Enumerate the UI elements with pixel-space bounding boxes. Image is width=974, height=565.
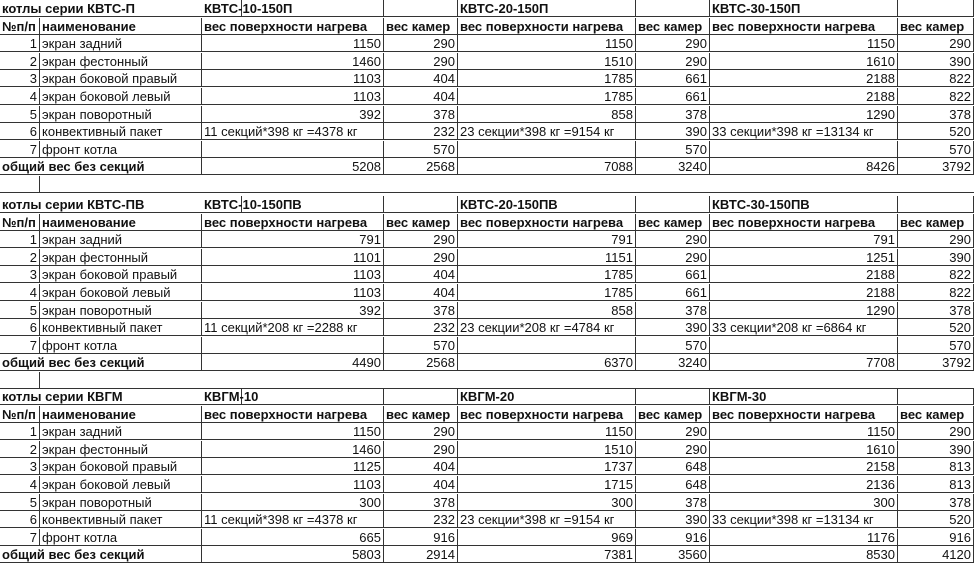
component-name[interactable]: фронт котла <box>40 529 202 546</box>
chamber-weight-cell[interactable]: 390 <box>636 319 710 336</box>
model-name[interactable]: КВТС-30-150П <box>710 0 898 17</box>
chamber-weight-cell[interactable]: 290 <box>384 53 458 70</box>
row-number[interactable]: 3 <box>0 266 40 283</box>
model-name[interactable]: КВГМ-20 <box>458 388 636 405</box>
surface-weight-cell[interactable]: 392 <box>202 302 384 319</box>
component-name[interactable]: экран боковой левый <box>40 284 202 301</box>
surface-weight-cell[interactable]: 969 <box>458 529 636 546</box>
chamber-weight-cell[interactable]: 404 <box>384 476 458 493</box>
total-label[interactable]: общий вес без секций <box>0 546 202 563</box>
row-number[interactable]: 6 <box>0 511 40 528</box>
surface-weight-cell[interactable]: 2188 <box>710 70 898 87</box>
surface-weight-cell[interactable]: 1610 <box>710 53 898 70</box>
surface-weight-cell[interactable]: 300 <box>710 494 898 511</box>
total-surface-weight[interactable]: 5803 <box>202 546 384 563</box>
total-chamber-weight[interactable]: 4120 <box>898 546 974 563</box>
empty-cell[interactable] <box>384 0 458 17</box>
surface-weight-cell[interactable]: 1510 <box>458 53 636 70</box>
component-name[interactable]: экран задний <box>40 231 202 248</box>
model-name[interactable]: КВТС-20-150П <box>458 0 636 17</box>
surface-weight-cell[interactable]: 1103 <box>202 476 384 493</box>
model-name[interactable]: КВТС-20-150ПВ <box>458 196 636 213</box>
chamber-weight-cell[interactable]: 290 <box>384 231 458 248</box>
chamber-weight-cell[interactable]: 570 <box>898 337 974 354</box>
num-header[interactable]: №п/п <box>0 406 40 423</box>
chamber-weight-cell[interactable]: 570 <box>636 141 710 158</box>
empty-cell[interactable] <box>636 196 710 213</box>
chamber-weight-cell[interactable]: 648 <box>636 476 710 493</box>
name-header[interactable]: наименование <box>40 214 202 231</box>
chamber-weight-header[interactable]: вес камер <box>384 406 458 423</box>
chamber-weight-cell[interactable]: 390 <box>898 249 974 266</box>
num-header[interactable]: №п/п <box>0 214 40 231</box>
empty-cell[interactable] <box>898 196 974 213</box>
name-header[interactable]: наименование <box>40 406 202 423</box>
chamber-weight-header[interactable]: вес камер <box>898 406 974 423</box>
empty-cell[interactable] <box>40 176 974 193</box>
chamber-weight-cell[interactable]: 570 <box>384 337 458 354</box>
surface-weight-cell[interactable]: 1151 <box>458 249 636 266</box>
chamber-weight-cell[interactable]: 916 <box>636 529 710 546</box>
chamber-weight-cell[interactable]: 813 <box>898 476 974 493</box>
component-name[interactable]: экран фестонный <box>40 249 202 266</box>
chamber-weight-cell[interactable]: 232 <box>384 511 458 528</box>
component-name[interactable]: экран задний <box>40 423 202 440</box>
chamber-weight-cell[interactable]: 378 <box>636 494 710 511</box>
chamber-weight-cell[interactable]: 378 <box>636 106 710 123</box>
surface-weight-header[interactable]: вес поверхности нагрева <box>202 18 384 35</box>
surface-weight-cell[interactable]: 33 секции*398 кг =13134 кг <box>710 511 898 528</box>
row-number[interactable]: 6 <box>0 319 40 336</box>
chamber-weight-cell[interactable]: 404 <box>384 458 458 475</box>
model-name[interactable]: КВТС-30-150ПВ <box>710 196 898 213</box>
total-chamber-weight[interactable]: 2568 <box>384 354 458 371</box>
chamber-weight-cell[interactable]: 570 <box>636 337 710 354</box>
component-name[interactable]: экран задний <box>40 35 202 52</box>
component-name[interactable]: конвективный пакет <box>40 123 202 140</box>
surface-weight-cell[interactable]: 1150 <box>202 423 384 440</box>
chamber-weight-cell[interactable]: 290 <box>636 35 710 52</box>
chamber-weight-cell[interactable]: 661 <box>636 284 710 301</box>
total-surface-weight[interactable]: 6370 <box>458 354 636 371</box>
row-number[interactable]: 7 <box>0 529 40 546</box>
component-name[interactable]: экран боковой правый <box>40 70 202 87</box>
total-surface-weight[interactable]: 5208 <box>202 158 384 175</box>
chamber-weight-header[interactable]: вес камер <box>898 18 974 35</box>
chamber-weight-cell[interactable]: 290 <box>898 231 974 248</box>
surface-weight-cell[interactable] <box>710 141 898 158</box>
chamber-weight-cell[interactable]: 378 <box>384 106 458 123</box>
surface-weight-cell[interactable]: 1785 <box>458 70 636 87</box>
surface-weight-cell[interactable]: 300 <box>202 494 384 511</box>
surface-weight-cell[interactable]: 1251 <box>710 249 898 266</box>
chamber-weight-cell[interactable]: 661 <box>636 266 710 283</box>
component-name[interactable]: экран фестонный <box>40 53 202 70</box>
surface-weight-cell[interactable]: 1150 <box>202 35 384 52</box>
total-chamber-weight[interactable]: 3560 <box>636 546 710 563</box>
surface-weight-cell[interactable]: 1785 <box>458 266 636 283</box>
chamber-weight-cell[interactable]: 661 <box>636 70 710 87</box>
component-name[interactable]: экран фестонный <box>40 441 202 458</box>
surface-weight-cell[interactable]: 1101 <box>202 249 384 266</box>
row-number[interactable]: 5 <box>0 494 40 511</box>
surface-weight-cell[interactable]: 392 <box>202 106 384 123</box>
model-name[interactable]: КВГМ-10 <box>202 388 384 405</box>
surface-weight-cell[interactable]: 1150 <box>710 35 898 52</box>
surface-weight-cell[interactable]: 2188 <box>710 88 898 105</box>
surface-weight-cell[interactable]: 1103 <box>202 70 384 87</box>
chamber-weight-cell[interactable]: 404 <box>384 266 458 283</box>
chamber-weight-cell[interactable]: 520 <box>898 511 974 528</box>
surface-weight-cell[interactable] <box>458 337 636 354</box>
chamber-weight-cell[interactable]: 570 <box>384 141 458 158</box>
row-number[interactable]: 5 <box>0 106 40 123</box>
chamber-weight-cell[interactable]: 648 <box>636 458 710 475</box>
surface-weight-cell[interactable]: 1290 <box>710 302 898 319</box>
empty-cell[interactable] <box>0 372 40 389</box>
chamber-weight-header[interactable]: вес камер <box>384 214 458 231</box>
total-label[interactable]: общий вес без секций <box>0 158 202 175</box>
empty-cell[interactable] <box>40 372 974 389</box>
chamber-weight-cell[interactable]: 290 <box>384 249 458 266</box>
component-name[interactable]: фронт котла <box>40 337 202 354</box>
surface-weight-cell[interactable]: 2188 <box>710 284 898 301</box>
surface-weight-cell[interactable]: 1785 <box>458 88 636 105</box>
model-name[interactable]: КВГМ-30 <box>710 388 898 405</box>
surface-weight-cell[interactable]: 1460 <box>202 53 384 70</box>
chamber-weight-cell[interactable]: 390 <box>898 53 974 70</box>
empty-cell[interactable] <box>384 196 458 213</box>
empty-cell[interactable] <box>384 388 458 405</box>
surface-weight-cell[interactable]: 2158 <box>710 458 898 475</box>
name-header[interactable]: наименование <box>40 18 202 35</box>
chamber-weight-cell[interactable]: 290 <box>384 423 458 440</box>
surface-weight-cell[interactable]: 1103 <box>202 284 384 301</box>
chamber-weight-cell[interactable]: 520 <box>898 319 974 336</box>
surface-weight-cell[interactable]: 2136 <box>710 476 898 493</box>
chamber-weight-cell[interactable]: 290 <box>636 53 710 70</box>
row-number[interactable]: 3 <box>0 70 40 87</box>
chamber-weight-cell[interactable]: 916 <box>384 529 458 546</box>
total-surface-weight[interactable]: 7088 <box>458 158 636 175</box>
chamber-weight-cell[interactable]: 232 <box>384 123 458 140</box>
surface-weight-header[interactable]: вес поверхности нагрева <box>710 406 898 423</box>
total-surface-weight[interactable]: 8530 <box>710 546 898 563</box>
total-label[interactable]: общий вес без секций <box>0 354 202 371</box>
chamber-weight-cell[interactable]: 822 <box>898 88 974 105</box>
chamber-weight-cell[interactable]: 404 <box>384 88 458 105</box>
chamber-weight-header[interactable]: вес камер <box>636 406 710 423</box>
row-number[interactable]: 2 <box>0 441 40 458</box>
total-surface-weight[interactable]: 4490 <box>202 354 384 371</box>
chamber-weight-header[interactable]: вес камер <box>898 214 974 231</box>
component-name[interactable]: экран поворотный <box>40 302 202 319</box>
chamber-weight-cell[interactable]: 390 <box>636 511 710 528</box>
surface-weight-header[interactable]: вес поверхности нагрева <box>710 18 898 35</box>
chamber-weight-cell[interactable]: 290 <box>636 249 710 266</box>
row-number[interactable]: 4 <box>0 88 40 105</box>
row-number[interactable]: 4 <box>0 476 40 493</box>
surface-weight-cell[interactable]: 2188 <box>710 266 898 283</box>
series-title[interactable]: котлы серии КВТС-ПВ <box>0 196 242 213</box>
component-name[interactable]: экран поворотный <box>40 494 202 511</box>
surface-weight-header[interactable]: вес поверхности нагрева <box>202 214 384 231</box>
row-number[interactable]: 2 <box>0 53 40 70</box>
surface-weight-cell[interactable]: 300 <box>458 494 636 511</box>
surface-weight-cell[interactable]: 1785 <box>458 284 636 301</box>
series-title[interactable]: котлы серии КВТС-П <box>0 0 242 17</box>
empty-cell[interactable] <box>0 176 40 193</box>
component-name[interactable]: экран боковой правый <box>40 458 202 475</box>
chamber-weight-cell[interactable]: 404 <box>384 284 458 301</box>
surface-weight-cell[interactable]: 791 <box>458 231 636 248</box>
chamber-weight-cell[interactable]: 290 <box>636 231 710 248</box>
chamber-weight-cell[interactable]: 290 <box>384 35 458 52</box>
surface-weight-cell[interactable]: 858 <box>458 106 636 123</box>
surface-weight-cell[interactable] <box>202 141 384 158</box>
total-chamber-weight[interactable]: 2568 <box>384 158 458 175</box>
surface-weight-cell[interactable]: 858 <box>458 302 636 319</box>
total-chamber-weight[interactable]: 3240 <box>636 354 710 371</box>
surface-weight-cell[interactable]: 11 секций*208 кг =2288 кг <box>202 319 384 336</box>
chamber-weight-header[interactable]: вес камер <box>636 214 710 231</box>
row-number[interactable]: 1 <box>0 231 40 248</box>
chamber-weight-cell[interactable]: 378 <box>384 494 458 511</box>
surface-weight-cell[interactable]: 1715 <box>458 476 636 493</box>
surface-weight-cell[interactable]: 1176 <box>710 529 898 546</box>
surface-weight-header[interactable]: вес поверхности нагрева <box>202 406 384 423</box>
surface-weight-cell[interactable]: 791 <box>202 231 384 248</box>
total-surface-weight[interactable]: 7381 <box>458 546 636 563</box>
surface-weight-cell[interactable]: 791 <box>710 231 898 248</box>
total-chamber-weight[interactable]: 3240 <box>636 158 710 175</box>
total-chamber-weight[interactable]: 2914 <box>384 546 458 563</box>
surface-weight-cell[interactable]: 1510 <box>458 441 636 458</box>
model-name[interactable]: КВТС-10-150П <box>202 0 384 17</box>
chamber-weight-cell[interactable]: 390 <box>636 123 710 140</box>
chamber-weight-cell[interactable]: 290 <box>384 441 458 458</box>
empty-cell[interactable] <box>898 0 974 17</box>
chamber-weight-header[interactable]: вес камер <box>636 18 710 35</box>
row-number[interactable]: 5 <box>0 302 40 319</box>
total-chamber-weight[interactable]: 3792 <box>898 158 974 175</box>
chamber-weight-cell[interactable]: 290 <box>898 35 974 52</box>
surface-weight-cell[interactable]: 1150 <box>458 423 636 440</box>
total-surface-weight[interactable]: 7708 <box>710 354 898 371</box>
surface-weight-cell[interactable]: 1290 <box>710 106 898 123</box>
empty-cell[interactable] <box>898 388 974 405</box>
row-number[interactable]: 3 <box>0 458 40 475</box>
surface-weight-cell[interactable]: 1103 <box>202 88 384 105</box>
chamber-weight-cell[interactable]: 822 <box>898 284 974 301</box>
surface-weight-header[interactable]: вес поверхности нагрева <box>458 214 636 231</box>
model-name[interactable]: КВТС-10-150ПВ <box>202 196 384 213</box>
component-name[interactable]: экран боковой правый <box>40 266 202 283</box>
chamber-weight-cell[interactable]: 378 <box>898 302 974 319</box>
surface-weight-header[interactable]: вес поверхности нагрева <box>710 214 898 231</box>
surface-weight-cell[interactable]: 1150 <box>458 35 636 52</box>
chamber-weight-cell[interactable]: 290 <box>636 423 710 440</box>
chamber-weight-cell[interactable]: 378 <box>898 494 974 511</box>
chamber-weight-cell[interactable]: 822 <box>898 70 974 87</box>
surface-weight-cell[interactable]: 1610 <box>710 441 898 458</box>
chamber-weight-cell[interactable]: 290 <box>898 423 974 440</box>
surface-weight-cell[interactable] <box>710 337 898 354</box>
surface-weight-cell[interactable]: 1737 <box>458 458 636 475</box>
surface-weight-cell[interactable] <box>202 337 384 354</box>
component-name[interactable]: фронт котла <box>40 141 202 158</box>
surface-weight-header[interactable]: вес поверхности нагрева <box>458 406 636 423</box>
component-name[interactable]: экран боковой левый <box>40 88 202 105</box>
chamber-weight-cell[interactable]: 290 <box>636 441 710 458</box>
row-number[interactable]: 1 <box>0 35 40 52</box>
surface-weight-cell[interactable]: 33 секции*398 кг =13134 кг <box>710 123 898 140</box>
surface-weight-cell[interactable]: 23 секции*398 кг =9154 кг <box>458 123 636 140</box>
row-number[interactable]: 1 <box>0 423 40 440</box>
chamber-weight-cell[interactable]: 570 <box>898 141 974 158</box>
surface-weight-cell[interactable]: 665 <box>202 529 384 546</box>
chamber-weight-cell[interactable]: 378 <box>384 302 458 319</box>
row-number[interactable]: 7 <box>0 337 40 354</box>
chamber-weight-cell[interactable]: 232 <box>384 319 458 336</box>
chamber-weight-cell[interactable]: 390 <box>898 441 974 458</box>
series-title[interactable]: котлы серии КВГМ <box>0 388 242 405</box>
chamber-weight-cell[interactable]: 404 <box>384 70 458 87</box>
surface-weight-cell[interactable]: 1103 <box>202 266 384 283</box>
total-chamber-weight[interactable]: 3792 <box>898 354 974 371</box>
row-number[interactable]: 6 <box>0 123 40 140</box>
surface-weight-cell[interactable]: 23 секции*398 кг =9154 кг <box>458 511 636 528</box>
empty-cell[interactable] <box>636 388 710 405</box>
chamber-weight-cell[interactable]: 661 <box>636 88 710 105</box>
chamber-weight-cell[interactable]: 520 <box>898 123 974 140</box>
surface-weight-cell[interactable]: 1150 <box>710 423 898 440</box>
component-name[interactable]: экран поворотный <box>40 106 202 123</box>
row-number[interactable]: 4 <box>0 284 40 301</box>
chamber-weight-cell[interactable]: 378 <box>636 302 710 319</box>
total-surface-weight[interactable]: 8426 <box>710 158 898 175</box>
chamber-weight-cell[interactable]: 813 <box>898 458 974 475</box>
surface-weight-cell[interactable]: 23 секции*208 кг =4784 кг <box>458 319 636 336</box>
chamber-weight-cell[interactable]: 916 <box>898 529 974 546</box>
surface-weight-cell[interactable]: 1460 <box>202 441 384 458</box>
component-name[interactable]: экран боковой левый <box>40 476 202 493</box>
row-number[interactable]: 2 <box>0 249 40 266</box>
chamber-weight-cell[interactable]: 378 <box>898 106 974 123</box>
surface-weight-cell[interactable]: 33 секции*208 кг =6864 кг <box>710 319 898 336</box>
surface-weight-cell[interactable]: 1125 <box>202 458 384 475</box>
chamber-weight-header[interactable]: вес камер <box>384 18 458 35</box>
surface-weight-cell[interactable] <box>458 141 636 158</box>
row-number[interactable]: 7 <box>0 141 40 158</box>
empty-cell[interactable] <box>636 0 710 17</box>
surface-weight-header[interactable]: вес поверхности нагрева <box>458 18 636 35</box>
surface-weight-cell[interactable]: 11 секций*398 кг =4378 кг <box>202 511 384 528</box>
component-name[interactable]: конвективный пакет <box>40 319 202 336</box>
component-name[interactable]: конвективный пакет <box>40 511 202 528</box>
chamber-weight-cell[interactable]: 822 <box>898 266 974 283</box>
surface-weight-cell[interactable]: 11 секций*398 кг =4378 кг <box>202 123 384 140</box>
num-header[interactable]: №п/п <box>0 18 40 35</box>
